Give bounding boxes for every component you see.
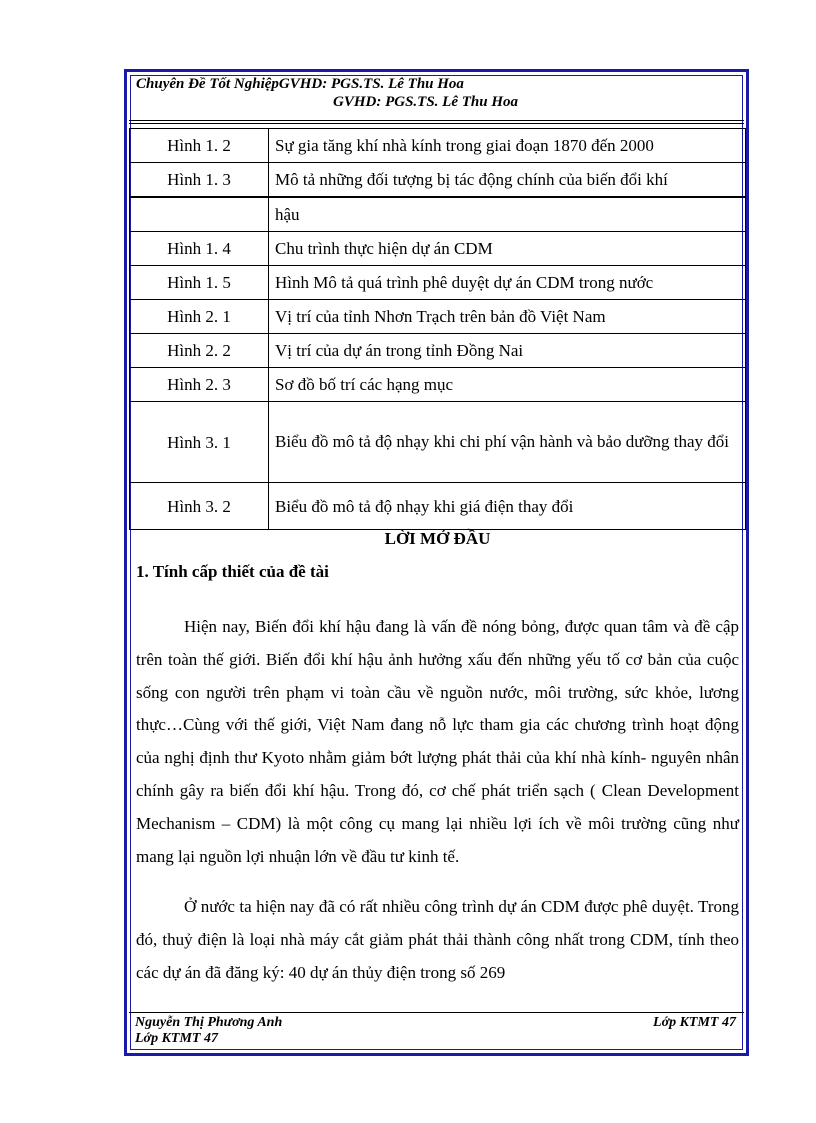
- figure-title: Chu trình thực hiện dự án CDM: [269, 232, 746, 266]
- table-row: [130, 300, 746, 334]
- figure-title: Sự gia tăng khí nhà kính trong giai đoạn 1870 đến 2000: [269, 129, 746, 163]
- footer-class-right: Lớp KTMT 47: [653, 1015, 736, 1030]
- figure-label: Hình 1. 2: [130, 129, 269, 163]
- body-content: [136, 525, 739, 990]
- figure-title: Sơ đồ bố trí các hạng mục: [269, 368, 746, 402]
- table-row: [130, 334, 746, 368]
- section-heading: 1. Tính cấp thiết của đề tài: [136, 562, 329, 581]
- figure-title-continued: hậu: [269, 197, 746, 232]
- figure-label: Hình 1. 4: [130, 232, 269, 266]
- figure-label: Hình 2. 3: [130, 368, 269, 402]
- footer-divider: [129, 1012, 744, 1013]
- table-row: [130, 129, 746, 163]
- figure-title: Vị trí của dự án trong tỉnh Đồng Nai: [269, 334, 746, 368]
- table-row: [130, 368, 746, 402]
- figure-label: Hình 2. 1: [130, 300, 269, 334]
- page-header: [129, 74, 744, 120]
- header-divider: [129, 120, 744, 121]
- figure-list-table: [129, 128, 746, 530]
- figure-label: Hình 2. 2: [130, 334, 269, 368]
- table-row: [130, 232, 746, 266]
- table-row: [130, 483, 746, 530]
- figure-label: Hình 3. 2: [130, 483, 269, 530]
- footer-author: Nguyễn Thị Phương Anh: [135, 1015, 283, 1030]
- paragraph: Ở nước ta hiện nay đã có rất nhiều công trình dự án CDM được phê duyệt. Trong đó, thuỷ điện là loại nhà máy cắt giảm phát thải thành công nhất trong CDM, tính theo các dự án đã đăng ký: 40 dự án thủy điện trong số 269: [136, 897, 739, 982]
- figure-title: Mô tả những đối tượng bị tác động chính của biến đổi khí: [269, 163, 746, 198]
- figure-title: Hình Mô tả quá trình phê duyệt dự án CDM trong nước: [269, 266, 746, 300]
- figure-label: Hình 3. 1: [130, 402, 269, 483]
- header-divider-double: [129, 123, 744, 124]
- figure-label-empty: [130, 197, 269, 232]
- paragraph: Hiện nay, Biến đổi khí hậu đang là vấn đề nóng bỏng, được quan tâm và đề cập trên toàn thế giới. Biến đổi khí hậu ảnh hưởng xấu đến những yếu tố cơ bản của cuộc sống con người trên phạm vi toàn cầu về nguồn nước, môi trường, sức khỏe, lương thực…Cùng với thế giới, Việt Nam đang nỗ lực tham gia các chương trình hoạt động của nghị định thư Kyoto nhằm giảm bớt lượng phát thải của khí nhà kính- nguyên nhân chính gây ra biến đổi khí hậu. Trong đó, cơ chế phát triển sạch ( Clean Development Mechanism – CDM) là một công cụ mang lại nhiều lợi ích về môi trường cũng như mang lại nguồn lợi nhuận lớn về đầu tư kinh tế.: [136, 617, 739, 866]
- figure-title: Vị trí của tỉnh Nhơn Trạch trên bản đồ Việt Nam: [269, 300, 746, 334]
- table-row: [130, 266, 746, 300]
- table-row: [130, 402, 746, 483]
- table-row: [130, 197, 746, 232]
- header-line-2: GVHD: PGS.TS. Lê Thu Hoa: [333, 94, 519, 110]
- figure-title: Biểu đồ mô tả độ nhạy khi chi phí vận hành và bảo dưỡng thay đổi: [269, 402, 746, 483]
- figure-label: Hình 1. 5: [130, 266, 269, 300]
- footer-class-left: Lớp KTMT 47: [135, 1031, 218, 1046]
- table-row: [130, 163, 746, 198]
- header-line-1: Chuyên Đề Tốt NghiệpGVHD: PGS.TS. Lê Thu Hoa: [136, 76, 464, 92]
- page-title: LỜI MỞ ĐẦU: [384, 529, 491, 548]
- figure-title: Biểu đồ mô tả độ nhạy khi giá điện thay đổi: [269, 483, 746, 530]
- figure-label: Hình 1. 3: [130, 163, 269, 198]
